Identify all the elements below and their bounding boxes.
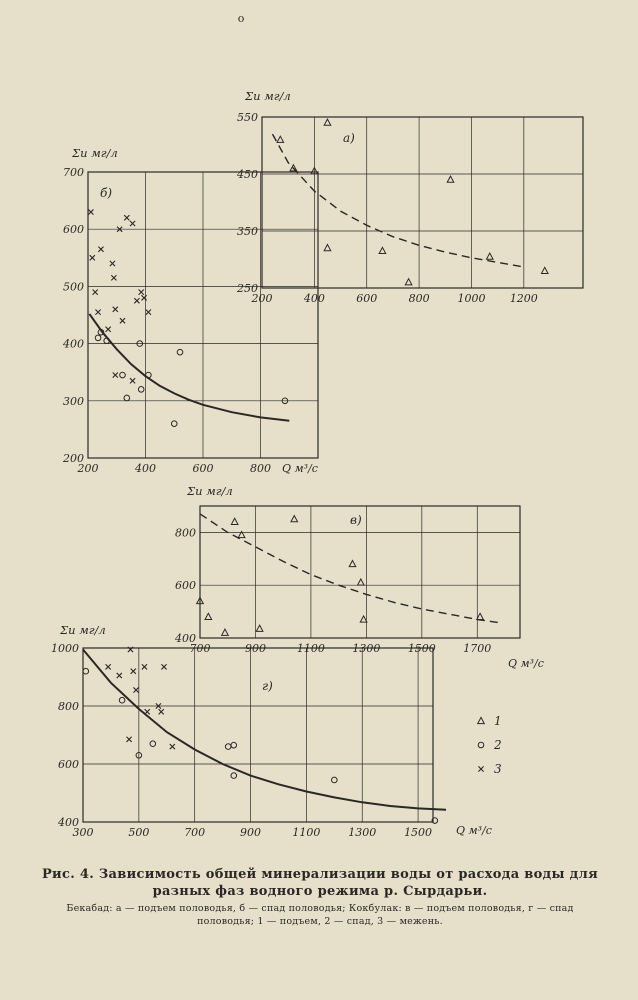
legend-number-3: 3 <box>494 762 502 776</box>
data-point-cross-g <box>106 664 111 669</box>
data-point-cross-g <box>159 709 164 714</box>
data-point-circle-b <box>120 372 126 378</box>
data-point-circle-g <box>225 744 231 750</box>
x-tick-label-b: 800 <box>250 462 271 475</box>
data-point-triangle-v <box>205 613 212 619</box>
x-tick-label-a: 800 <box>408 292 430 305</box>
data-point-circle-g <box>332 777 338 783</box>
y-tick-label-v: 400 <box>175 632 196 645</box>
x-tick-label-a: 600 <box>356 292 378 305</box>
data-point-cross-b <box>130 378 135 383</box>
data-point-circle-g <box>231 742 237 748</box>
y-axis-label-a: Σи мг/л <box>245 89 291 103</box>
data-point-cross-g <box>142 664 147 669</box>
chart-panel-b <box>62 146 318 475</box>
panel-label-b: б) <box>100 186 113 200</box>
data-point-cross-g <box>126 737 131 742</box>
chart-panels <box>51 89 583 839</box>
trend-line-v <box>200 514 500 623</box>
data-point-triangle-a <box>324 245 331 251</box>
x-tick-label-v: 1300 <box>352 642 381 655</box>
y-tick-label-a: 350 <box>237 225 258 238</box>
y-axis-label-v: Σи мг/л <box>187 484 233 498</box>
x-tick-label-v: 1100 <box>296 642 325 655</box>
data-point-cross-g <box>131 669 136 674</box>
legend-number-1: 1 <box>494 714 502 728</box>
plot-frame-a <box>262 117 583 288</box>
data-point-circle-b <box>171 421 177 427</box>
data-point-cross-b <box>90 255 95 260</box>
data-point-cross-b <box>95 310 100 315</box>
data-point-triangle-v <box>349 560 356 566</box>
data-point-cross-b <box>141 295 146 300</box>
data-point-triangle-v <box>222 629 229 635</box>
legend-marker-cross <box>478 766 483 771</box>
panel-label-a: а) <box>343 131 355 145</box>
x-tick-label-g: 1100 <box>292 826 321 839</box>
data-point-cross-b <box>130 221 135 226</box>
data-point-triangle-a <box>541 267 548 273</box>
data-point-cross-b <box>120 318 125 323</box>
y-tick-label-b: 600 <box>63 223 84 237</box>
data-point-cross-b <box>88 209 93 214</box>
panel-label-v: в) <box>350 513 362 527</box>
x-tick-label-a: 200 <box>251 292 273 305</box>
x-tick-label-a: 1000 <box>457 292 486 305</box>
legend-marker-triangle <box>478 717 485 723</box>
x-tick-label-b: 200 <box>77 462 99 475</box>
data-point-triangle-v <box>291 516 298 522</box>
y-tick-label-b: 300 <box>63 394 84 408</box>
y-tick-label-b: 200 <box>63 452 84 465</box>
x-tick-label-v: 700 <box>189 642 211 655</box>
data-point-cross-g <box>145 709 150 714</box>
y-axis-label-b: Σи мг/л <box>72 146 118 160</box>
data-point-circle-g <box>83 668 89 674</box>
data-point-triangle-a <box>324 119 331 125</box>
data-point-circle-b <box>177 349 183 355</box>
data-point-triangle-a <box>486 253 493 259</box>
data-point-cross-b <box>111 275 116 280</box>
data-point-circle-b <box>95 335 101 341</box>
data-point-cross-g <box>161 664 166 669</box>
trend-line-b <box>89 314 289 421</box>
data-point-cross-g <box>133 687 138 692</box>
y-tick-label-g: 400 <box>58 816 79 829</box>
data-point-circle-b <box>124 395 130 401</box>
data-point-cross-b <box>98 247 103 252</box>
x-axis-label-b: Q м³/с <box>282 462 318 475</box>
data-point-triangle-v <box>256 625 263 631</box>
trend-line-a <box>273 134 524 267</box>
data-point-triangle-a <box>405 279 412 285</box>
y-tick-label-a: 550 <box>237 111 258 124</box>
data-point-cross-b <box>106 327 111 332</box>
x-tick-label-g: 300 <box>72 826 94 839</box>
data-point-cross-g <box>117 673 122 678</box>
data-point-triangle-v <box>358 579 365 585</box>
x-tick-label-v: 1700 <box>463 642 492 655</box>
y-tick-label-v: 600 <box>175 579 196 593</box>
data-point-cross-b <box>139 290 144 295</box>
legend-marker-circle <box>478 742 484 748</box>
legend-number-2: 2 <box>494 738 502 752</box>
data-point-circle-g <box>150 741 156 747</box>
chart-panel-a <box>236 89 583 305</box>
y-tick-label-g: 600 <box>58 758 79 771</box>
data-point-cross-b <box>124 215 129 220</box>
data-point-triangle-v <box>477 613 484 619</box>
data-point-triangle-v <box>231 518 238 524</box>
data-point-cross-b <box>134 298 139 303</box>
y-tick-label-b: 500 <box>63 280 84 294</box>
y-axis-label-g: Σи мг/л <box>60 623 106 637</box>
marker-legend <box>478 714 502 776</box>
data-point-cross-b <box>146 310 151 315</box>
x-tick-label-g: 1300 <box>348 826 377 839</box>
data-point-cross-b <box>93 290 98 295</box>
x-axis-label-g: Q м³/с <box>456 824 492 837</box>
panel-label-g: г) <box>262 679 273 693</box>
y-tick-label-b: 400 <box>63 337 84 351</box>
figure-caption-legend: Бекабад: а — подъем половодья, б — спад половодья; Кокбулак: в — подъем половодья, г — спад половодья; 1 — подъем, 2 — спад, 3 — межень. <box>66 903 574 927</box>
x-tick-label-g: 900 <box>240 826 262 839</box>
data-point-triangle-a <box>379 247 386 253</box>
x-tick-label-g: 700 <box>184 826 206 839</box>
y-tick-label-b: 700 <box>63 166 84 179</box>
x-tick-label-b: 600 <box>192 462 214 475</box>
x-axis-label-v: Q м³/с <box>508 657 544 670</box>
data-point-circle-g <box>231 773 237 779</box>
y-tick-label-a: 450 <box>237 168 258 181</box>
data-point-cross-b <box>113 307 118 312</box>
data-point-circle-g <box>119 697 125 703</box>
data-point-triangle-a <box>277 136 284 142</box>
page-mark: о <box>237 12 245 25</box>
x-tick-label-v: 1500 <box>407 642 436 655</box>
y-tick-label-v: 800 <box>175 526 196 540</box>
chart-panel-g <box>51 623 492 839</box>
data-point-circle-b <box>138 387 144 393</box>
chart-panel-v <box>174 484 544 670</box>
y-tick-label-a: 250 <box>237 282 258 295</box>
x-tick-label-g: 500 <box>128 826 150 839</box>
x-tick-label-g: 1500 <box>404 826 433 839</box>
x-tick-label-a: 400 <box>303 292 325 305</box>
data-point-triangle-v <box>360 616 367 622</box>
data-point-cross-b <box>113 372 118 377</box>
trend-line-g <box>83 650 446 810</box>
x-tick-label-b: 400 <box>135 462 156 475</box>
figure-caption: Рис. 4. Зависимость общей минерализации воды от расхода воды для разных фаз водного режима р. Сырдарьи. <box>41 867 599 899</box>
data-point-triangle-a <box>447 176 454 182</box>
y-tick-label-g: 800 <box>58 700 79 713</box>
data-point-cross-g <box>170 744 175 749</box>
x-tick-label-a: 1200 <box>509 292 538 305</box>
data-point-cross-b <box>110 261 115 266</box>
x-tick-label-v: 900 <box>244 642 266 655</box>
y-tick-label-g: 1000 <box>51 642 79 655</box>
